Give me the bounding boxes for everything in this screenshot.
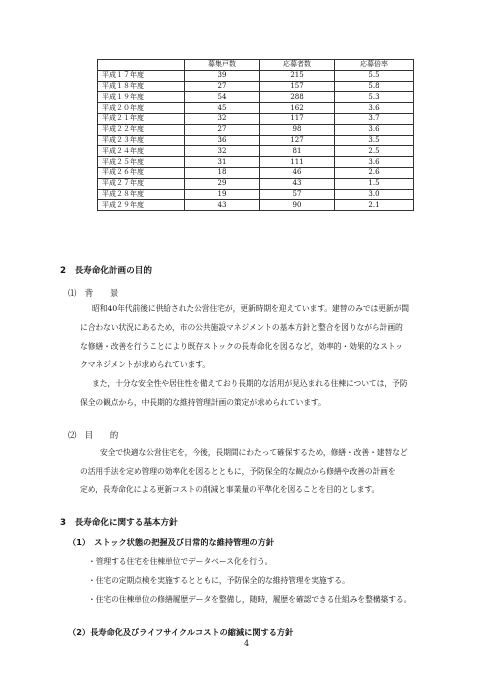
subsection-purpose-heading: ⑵ 目 的	[68, 430, 119, 440]
table-header-cell: 募集戸数	[185, 60, 260, 71]
table-cell: 111	[260, 157, 335, 168]
paragraph-line: の活用手法を定め管理の効率化を図るとともに，予防保全的な観点から修繕や改善の計画を	[80, 467, 396, 476]
subsection-1-heading: （1） ストック状態の把握及び日常的な維持管理の方針	[68, 537, 275, 547]
applicant-statistics-table	[97, 59, 414, 211]
table-cell: 3.7	[335, 113, 414, 124]
table-cell: 81	[260, 146, 335, 157]
table-cell: 平成２３年度	[98, 135, 185, 146]
table-cell: 平成２９年度	[98, 200, 185, 211]
table-cell: 215	[260, 70, 335, 81]
table-cell: 43	[185, 200, 260, 211]
table-cell: 3.6	[335, 124, 414, 135]
table-cell: 3.5	[335, 135, 414, 146]
table-cell: 29	[185, 178, 260, 189]
table-cell: 3.6	[335, 157, 414, 168]
paragraph-line: 昭和40年代前後に供給された公営住宅が，更新時期を迎えています。建替のみでは更新が間	[92, 304, 409, 313]
paragraph-line: また，十分な安全性や居住性を備えており長期的な活用が見込まれる住棟については，予防	[92, 379, 408, 388]
table-row	[98, 146, 414, 157]
table-cell: 54	[185, 92, 260, 103]
table-cell: 平成２８年度	[98, 189, 185, 200]
table-header-cell: 応募倍率	[335, 60, 414, 71]
table-row	[98, 103, 414, 114]
table-cell: 36	[185, 135, 260, 146]
table-cell: 157	[260, 81, 335, 92]
table-cell: 3.6	[335, 103, 414, 114]
table-cell: 117	[260, 113, 335, 124]
subsection-background-heading: ⑴ 背 景	[68, 288, 119, 298]
table-row	[98, 189, 414, 200]
table-header-row	[98, 60, 414, 71]
table-row	[98, 200, 414, 211]
table-cell: 平成２０年度	[98, 103, 185, 114]
table-row	[98, 113, 414, 124]
table-cell: 5.3	[335, 92, 414, 103]
table-cell: 39	[185, 70, 260, 81]
table-row	[98, 157, 414, 168]
table-row	[98, 135, 414, 146]
table-cell: 平成２７年度	[98, 178, 185, 189]
table-cell: 32	[185, 113, 260, 124]
table-cell: 18	[185, 167, 260, 178]
table-cell: 127	[260, 135, 335, 146]
table-cell: 平成２４年度	[98, 146, 185, 157]
table-cell: 32	[185, 146, 260, 157]
bullet-item: ・住宅の住棟単位の修繕履歴データを整備し，随時，履歴を確認できる仕組みを整構築する。	[88, 595, 412, 604]
bullet-item: ・住宅の定期点検を実施するとともに，予防保全的な維持管理を実施する。	[88, 576, 350, 585]
table-cell: 平成１７年度	[98, 70, 185, 81]
table-header-cell: 応募者数	[260, 60, 335, 71]
table-row	[98, 167, 414, 178]
table-cell: 5.5	[335, 70, 414, 81]
table-cell: 27	[185, 124, 260, 135]
table-cell: 平成１８年度	[98, 81, 185, 92]
table-cell: 3.0	[335, 189, 414, 200]
table-cell: 2.1	[335, 200, 414, 211]
table-cell: 57	[260, 189, 335, 200]
table-cell: 2.5	[335, 146, 414, 157]
table-cell: 1.5	[335, 178, 414, 189]
table-cell: 5.8	[335, 81, 414, 92]
section-3-heading: 3 長寿命化に関する基本方針	[60, 518, 178, 528]
table-cell: 98	[260, 124, 335, 135]
paragraph-line: 定め，長寿命化による更新コストの削減と事業量の平準化を図ることを目的とします。	[80, 485, 380, 494]
table-cell: 46	[260, 167, 335, 178]
table-row	[98, 92, 414, 103]
table-row	[98, 124, 414, 135]
table-cell: 27	[185, 81, 260, 92]
paragraph-line: な修繕・改善を行うことにより既存ストックの長寿命化を図るなど，効率的・効果的なストッ	[80, 342, 403, 351]
table-header-cell	[98, 60, 185, 71]
table-cell: 平成１９年度	[98, 92, 185, 103]
bullet-item: ・管理する住宅を住棟単位でデータベース化を行う。	[88, 557, 273, 566]
paragraph-line: 保全の観点から，中長期的な維持管理計画の策定が求められています。	[80, 398, 326, 407]
table-row	[98, 178, 414, 189]
page-number: 4	[244, 639, 250, 648]
paragraph-line: クマネジメントが求められています。	[80, 360, 210, 369]
section-2-heading: 2 長寿命化計画の目的	[60, 266, 152, 276]
paragraph-line: に合わない状況にあるため，市の公共施設マネジメントの基本方針と整合を図りながら計画的	[80, 323, 403, 332]
table-row	[98, 81, 414, 92]
table-cell: 43	[260, 178, 335, 189]
table-row	[98, 70, 414, 81]
table-cell: 平成２１年度	[98, 113, 185, 124]
paragraph-line: 安全で快適な公営住宅を，今後，長期間にわたって確保するため，修繕・改善・建替など	[100, 448, 408, 457]
table-cell: 平成２５年度	[98, 157, 185, 168]
table-cell: 288	[260, 92, 335, 103]
table-cell: 平成２６年度	[98, 167, 185, 178]
table-cell: 162	[260, 103, 335, 114]
table-cell: 90	[260, 200, 335, 211]
subsection-2-heading: （2）長寿命化及びライフサイクルコストの縮減に関する方針	[68, 627, 294, 637]
table-cell: 45	[185, 103, 260, 114]
table-cell: 2.6	[335, 167, 414, 178]
table-cell: 平成２２年度	[98, 124, 185, 135]
table-cell: 31	[185, 157, 260, 168]
table-cell: 19	[185, 189, 260, 200]
